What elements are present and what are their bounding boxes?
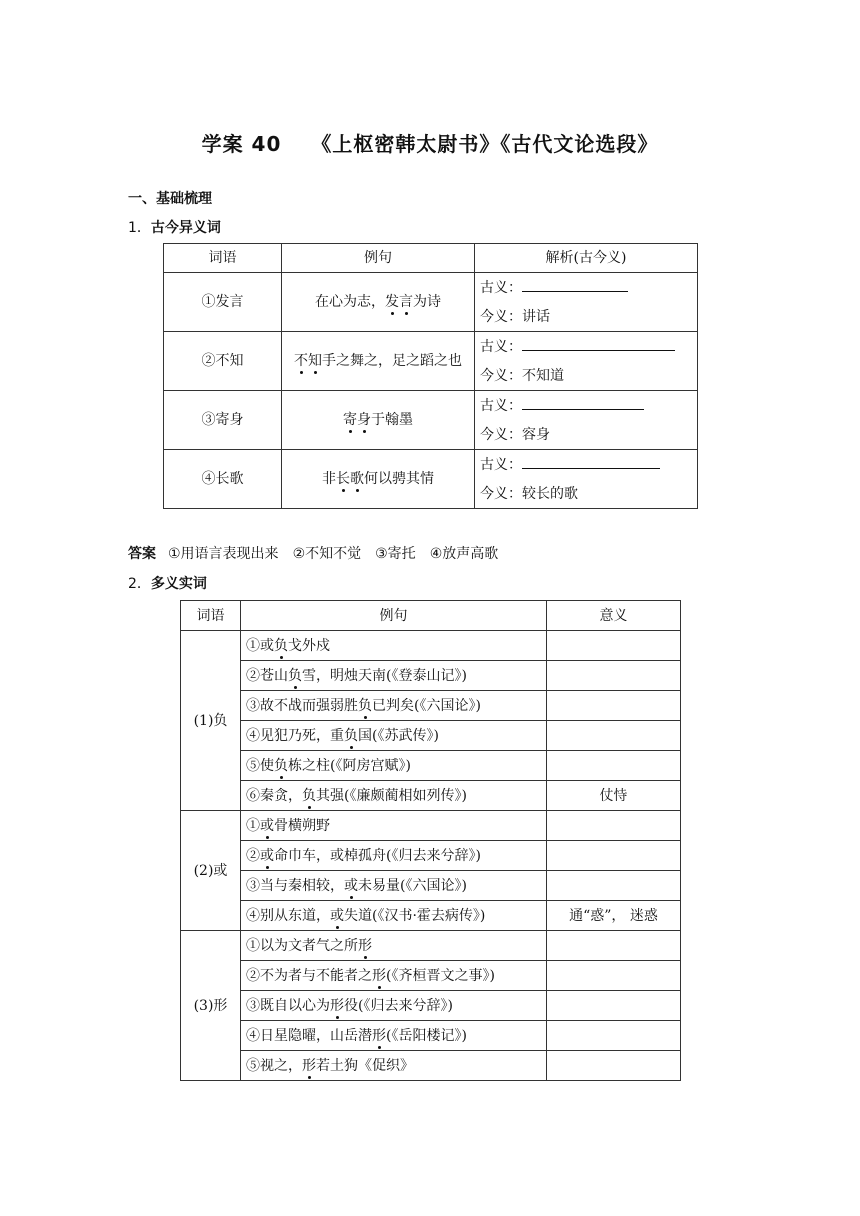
meaning-cell[interactable] — [547, 871, 681, 901]
table-row — [164, 273, 698, 332]
example-text: ④日星隐曜，山岳潜 — [246, 1027, 372, 1044]
example-text: 若土狗《促织》 — [316, 1057, 414, 1074]
meaning-cell[interactable] — [547, 841, 681, 871]
example-text: 其强(《廉颇蔺相如列传》) — [316, 787, 467, 804]
modern-meaning: 今义：讲话 — [480, 309, 550, 325]
example-cell — [241, 721, 547, 751]
answer-item: ②不知不觉 — [292, 546, 362, 562]
title-main: 学案 40 — [201, 132, 282, 156]
table-row — [181, 961, 681, 991]
example-cell — [241, 901, 547, 931]
table-header: 词语 — [181, 601, 241, 631]
emphasized-word — [274, 638, 288, 654]
table-row — [181, 721, 681, 751]
table-row — [181, 1051, 681, 1081]
table-header: 词语 — [164, 244, 282, 273]
emphasized-word — [372, 968, 386, 984]
example-text: 在心为志， — [315, 294, 385, 310]
meaning-cell[interactable] — [547, 1051, 681, 1081]
table-header: 意义 — [547, 601, 681, 631]
ancient-meaning-label: 古义： — [480, 339, 522, 355]
example-cell — [241, 841, 547, 871]
table-row — [164, 332, 698, 391]
table-row — [181, 751, 681, 781]
title-sub: 《上枢密韩太尉书》《古代文论选段》 — [311, 132, 659, 156]
meaning-cell[interactable] — [547, 931, 681, 961]
example-text: 役(《归去来兮辞》) — [344, 997, 453, 1014]
emphasis-dot-char: 形 — [372, 967, 386, 984]
example-text: 国(《苏武传》) — [358, 727, 439, 744]
analysis-cell — [475, 391, 698, 450]
modern-meaning: 今义：容身 — [480, 427, 550, 443]
emphasized-word — [330, 908, 344, 924]
example-cell — [282, 273, 475, 332]
emphasis-dot-char: 形 — [358, 937, 372, 954]
emphasis-dot-char: 或 — [260, 817, 274, 834]
table-row — [181, 931, 681, 961]
meaning-cell[interactable]: 通“惑”， 迷惑 — [547, 901, 681, 931]
emphasized-word — [358, 698, 372, 714]
emphasis-dot-char: 或 — [344, 877, 358, 894]
table-row — [164, 450, 698, 509]
example-text: (《岳阳楼记》) — [386, 1027, 467, 1044]
emphasis-dot-char: 寄 — [343, 412, 357, 428]
example-text: ③故不战而强弱胜 — [246, 697, 358, 714]
example-cell — [241, 691, 547, 721]
emphasized-word — [344, 728, 358, 744]
word-cell: (2)或 — [181, 811, 241, 931]
answer-label: 答案 — [128, 546, 156, 562]
emphasis-dot-char: 负 — [274, 757, 288, 774]
example-text: ①或 — [246, 637, 274, 654]
emphasis-dot-char: 不 — [294, 353, 308, 369]
meaning-cell[interactable] — [547, 721, 681, 751]
table-polysemous-words — [180, 600, 681, 1081]
analysis-cell — [475, 273, 698, 332]
emphasis-dot-char: 或 — [260, 847, 274, 864]
example-text: (《齐桓晋文之事》) — [386, 967, 495, 984]
subsection-number: 2． — [128, 576, 151, 592]
example-text: 于翰墨 — [371, 412, 413, 428]
subsection-label: 多义实词 — [150, 576, 207, 592]
table-row — [181, 811, 681, 841]
word-cell: ②不知 — [164, 332, 282, 391]
emphasized-word — [330, 998, 344, 1014]
meaning-cell[interactable] — [547, 661, 681, 691]
emphasized-word — [344, 878, 358, 894]
example-cell — [241, 871, 547, 901]
table-header: 解析(古今义) — [475, 244, 698, 273]
emphasized-word — [260, 848, 274, 864]
table-ancient-modern-words — [163, 243, 698, 509]
table-header: 例句 — [241, 601, 547, 631]
emphasized-word — [385, 294, 413, 310]
example-text: 失道(《汉书·霍去病传》) — [344, 907, 486, 924]
example-cell — [241, 661, 547, 691]
answer-item: ③寄托 — [375, 546, 416, 562]
table-row — [181, 871, 681, 901]
analysis-cell — [475, 332, 698, 391]
analysis-cell — [475, 450, 698, 509]
example-text: 戈外戍 — [288, 637, 330, 654]
example-text: ④别从东道， — [246, 907, 330, 924]
meaning-cell[interactable] — [547, 691, 681, 721]
table-header: 例句 — [282, 244, 475, 273]
example-text: ⑤视之， — [246, 1057, 302, 1074]
page-title — [0, 128, 860, 157]
example-text: ④见犯乃死，重 — [246, 727, 344, 744]
subsection-heading-1 — [128, 217, 221, 237]
modern-meaning: 今义：较长的歌 — [480, 486, 578, 502]
emphasis-dot-char: 言 — [399, 294, 413, 310]
modern-meaning: 今义：不知道 — [480, 368, 564, 384]
meaning-cell[interactable] — [547, 811, 681, 841]
emphasis-dot-char: 知 — [308, 353, 322, 369]
emphasized-word — [302, 788, 316, 804]
meaning-cell[interactable]: 仗恃 — [547, 781, 681, 811]
word-cell: ④长歌 — [164, 450, 282, 509]
answer-blank[interactable] — [522, 395, 644, 410]
example-text: 已判矣(《六国论》) — [372, 697, 481, 714]
emphasized-word — [358, 938, 372, 954]
subsection-label: 古今异义词 — [150, 220, 221, 236]
table-row — [181, 691, 681, 721]
example-cell — [241, 781, 547, 811]
example-text: 雪，明烛天南(《登泰山记》) — [302, 667, 467, 684]
meaning-cell[interactable] — [547, 751, 681, 781]
emphasis-dot-char: 负 — [358, 697, 372, 714]
emphasis-dot-char: 负 — [302, 787, 316, 804]
emphasized-word — [260, 818, 274, 834]
table-row — [164, 391, 698, 450]
emphasis-dot-char: 发 — [385, 294, 399, 310]
meaning-cell[interactable] — [547, 991, 681, 1021]
ancient-meaning-label: 古义： — [480, 398, 522, 414]
emphasized-word — [302, 1058, 316, 1074]
example-text: 手之舞之，足之蹈之也 — [322, 353, 462, 369]
example-cell — [241, 811, 547, 841]
meaning-cell[interactable] — [547, 961, 681, 991]
example-text: 栋之柱(《阿房宫赋》) — [288, 757, 411, 774]
emphasis-dot-char: 形 — [302, 1057, 316, 1074]
example-cell — [241, 931, 547, 961]
word-cell: ③寄身 — [164, 391, 282, 450]
section-heading-basics: 一、基础梳理 — [128, 191, 212, 207]
subsection-heading-2 — [128, 573, 207, 593]
table-row — [181, 901, 681, 931]
emphasized-word — [288, 668, 302, 684]
example-text: ⑤使 — [246, 757, 274, 774]
emphasized-word — [336, 471, 364, 487]
example-text: ③当与秦相较， — [246, 877, 344, 894]
example-text: 未易量(《六国论》) — [358, 877, 467, 894]
emphasis-dot-char: 身 — [357, 412, 371, 428]
example-cell — [241, 1051, 547, 1081]
table-row — [181, 661, 681, 691]
answer-item: ④放声高歌 — [429, 546, 499, 562]
table-row — [181, 841, 681, 871]
emphasis-dot-char: 负 — [274, 637, 288, 654]
table-row — [181, 781, 681, 811]
emphasized-word — [274, 758, 288, 774]
meaning-cell[interactable] — [547, 1021, 681, 1051]
example-cell — [282, 391, 475, 450]
emphasis-dot-char: 长 — [336, 471, 350, 487]
table-row — [181, 991, 681, 1021]
example-cell — [241, 991, 547, 1021]
example-text: ⑥秦贪， — [246, 787, 302, 804]
ancient-meaning-label: 古义： — [480, 457, 522, 473]
example-text: 命巾车，或棹孤舟(《归去来兮辞》) — [274, 847, 481, 864]
emphasis-dot-char: 负 — [288, 667, 302, 684]
example-text: ② — [246, 847, 260, 864]
emphasized-word — [372, 1028, 386, 1044]
example-text: ②苍山 — [246, 667, 288, 684]
answer-blank[interactable] — [522, 277, 628, 292]
emphasis-dot-char: 负 — [344, 727, 358, 744]
example-cell — [282, 450, 475, 509]
example-text: ①以为文者气之所 — [246, 937, 358, 954]
emphasis-dot-char: 形 — [372, 1027, 386, 1044]
emphasis-dot-char: 或 — [330, 907, 344, 924]
example-text: 为诗 — [413, 294, 441, 310]
word-cell: ①发言 — [164, 273, 282, 332]
example-text: 何以骋其情 — [364, 471, 434, 487]
word-cell: (3)形 — [181, 931, 241, 1081]
emphasized-word — [294, 353, 322, 369]
emphasis-dot-char: 歌 — [350, 471, 364, 487]
example-cell — [241, 961, 547, 991]
answer-item: ①用语言表现出来 — [168, 546, 279, 562]
answer-blank[interactable] — [522, 336, 675, 351]
ancient-meaning-label: 古义： — [480, 280, 522, 296]
meaning-cell[interactable] — [547, 631, 681, 661]
table-row — [181, 1021, 681, 1051]
answer-line — [128, 543, 512, 563]
example-text: ③既自以心为 — [246, 997, 330, 1014]
emphasis-dot-char: 形 — [330, 997, 344, 1014]
subsection-number: 1． — [128, 220, 151, 236]
example-text: ②不为者与不能者之 — [246, 967, 372, 984]
example-cell — [282, 332, 475, 391]
example-text: ① — [246, 817, 260, 834]
example-text: 骨横朔野 — [274, 817, 330, 834]
word-cell: (1)负 — [181, 631, 241, 811]
example-cell — [241, 631, 547, 661]
table-row — [181, 631, 681, 661]
example-cell — [241, 751, 547, 781]
answer-blank[interactable] — [522, 454, 660, 469]
emphasized-word — [343, 412, 371, 428]
example-text: 非 — [322, 471, 336, 487]
example-cell — [241, 1021, 547, 1051]
